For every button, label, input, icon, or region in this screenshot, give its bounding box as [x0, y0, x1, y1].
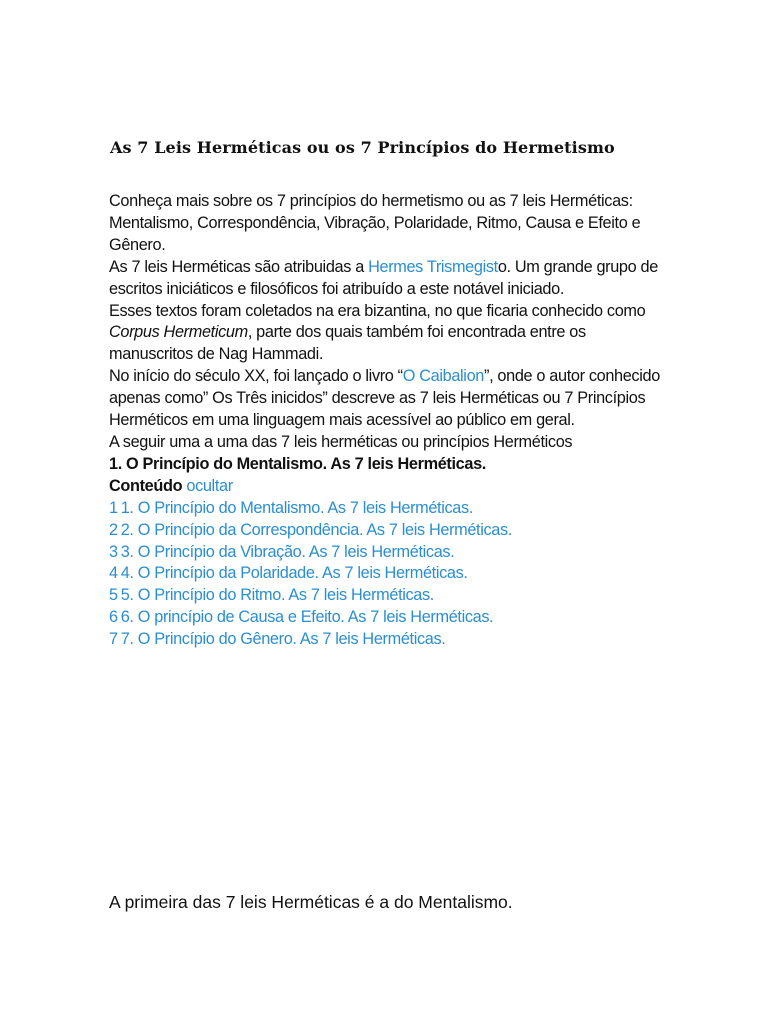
- intro-paragraph: Conheça mais sobre os 7 princípios do hermetismo ou as 7 leis Herméticas: Mentalismo, Correspondência, Vibração, Polaridade, Ritmo, Causa e Efeito e Gênero.: [109, 192, 641, 254]
- one-by-one-paragraph: A seguir uma a uma das 7 leis herméticas ou princípios Herméticos: [109, 432, 573, 451]
- toc-item-number: 6: [109, 608, 118, 627]
- document-body: [109, 191, 665, 651]
- toc-item-causa-efeito[interactable]: [109, 607, 665, 629]
- attribution-text-before: As 7 leis Herméticas são atribuidas a: [109, 257, 369, 276]
- document-title: As 7 Leis Herméticas ou os 7 Princípios do Hermetismo: [110, 138, 615, 157]
- attribution-text-after: o. Um grande grupo de escritos iniciáticos e filosóficos foi atribuído a este notável iniciado.: [109, 257, 658, 298]
- toc-item-number: 7: [109, 630, 118, 649]
- toc-item-text: 5. O Princípio do Ritmo. As 7 leis Herméticas.: [120, 586, 434, 605]
- o-caibalion-link[interactable]: O Caibalion: [402, 367, 484, 386]
- toc-item-number: 1: [109, 498, 118, 517]
- toc-item-number: 2: [109, 520, 118, 539]
- toc-label: Conteúdo: [109, 476, 183, 495]
- corpus-hermeticum-title: Corpus Hermeticum: [109, 323, 248, 342]
- corpus-paragraph: [109, 301, 665, 367]
- toc-item-mentalismo[interactable]: [109, 498, 665, 520]
- table-of-contents: [109, 498, 665, 651]
- kybalion-text-after: ”, onde o autor conhecido apenas como” Os Três inicidos” descreve as 7 leis Herméticas ou 7 Princípios Herméticos em uma linguagem mais acessível ao público em geral.: [109, 367, 660, 430]
- corpus-text-before: Esses textos foram coletados na era bizantina, no que ficaria conhecido como: [109, 301, 646, 320]
- section-heading: 1. O Princípio do Mentalismo. As 7 leis Herméticas.: [109, 454, 486, 473]
- toc-item-text: 7. O Princípio do Gênero. As 7 leis Herméticas.: [120, 630, 446, 649]
- hermes-trismegisto-link[interactable]: Hermes Trismegist: [368, 257, 498, 276]
- toc-toggle-link[interactable]: ocultar: [186, 476, 233, 495]
- toc-item-correspondencia[interactable]: [109, 520, 665, 542]
- toc-item-number: 3: [109, 542, 118, 561]
- toc-item-text: 2. O Princípio da Correspondência. As 7 leis Herméticas.: [120, 520, 512, 539]
- kybalion-paragraph: [109, 366, 665, 432]
- toc-item-ritmo[interactable]: [109, 585, 665, 607]
- attribution-paragraph: [109, 257, 665, 301]
- toc-header: [109, 476, 665, 498]
- corpus-text-after: , parte dos quais também foi encontrada entre os manuscritos de Nag Hammadi.: [109, 323, 586, 364]
- toc-item-text: 6. O princípio de Causa e Efeito. As 7 leis Herméticas.: [120, 608, 494, 627]
- toc-item-vibracao[interactable]: [109, 542, 665, 564]
- toc-item-text: 3. O Princípio da Vibração. As 7 leis Herméticas.: [120, 542, 455, 561]
- toc-item-number: 4: [109, 564, 118, 583]
- toc-item-genero[interactable]: [109, 629, 665, 651]
- mentalismo-section-heading: A primeira das 7 leis Herméticas é a do Mentalismo.: [109, 892, 513, 912]
- kybalion-text-before: No início do século XX, foi lançado o livro “: [109, 367, 403, 386]
- toc-item-text: 4. O Princípio da Polaridade. As 7 leis Herméticas.: [120, 564, 468, 583]
- toc-item-text: 1. O Princípio do Mentalismo. As 7 leis Herméticas.: [120, 498, 473, 517]
- toc-item-number: 5: [109, 586, 118, 605]
- toc-item-polaridade[interactable]: [109, 563, 665, 585]
